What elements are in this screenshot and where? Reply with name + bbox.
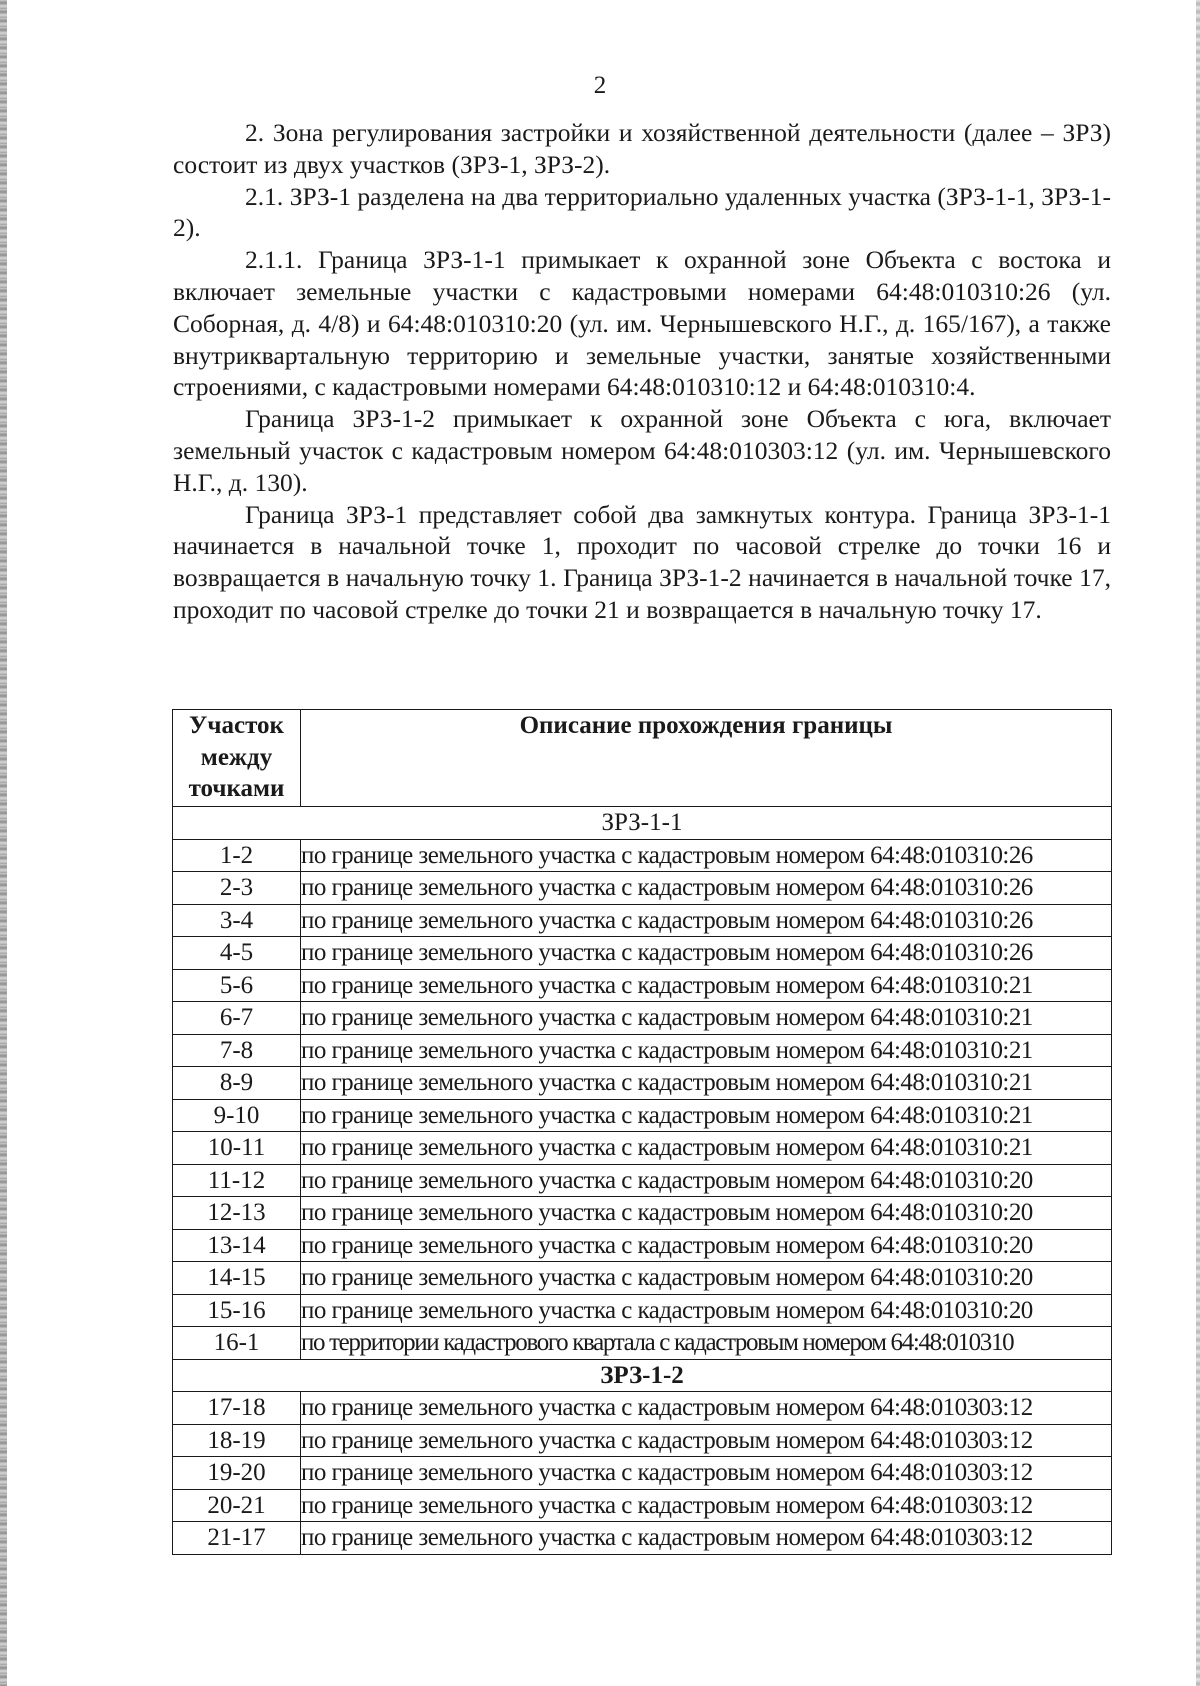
points-cell: 18-19 — [173, 1424, 301, 1457]
paragraph-zrz-1: 2.1. ЗРЗ-1 разделена на два территориально удаленных участка (ЗРЗ-1-1, ЗРЗ-1-2). — [173, 181, 1111, 243]
table-row — [173, 872, 1112, 905]
points-cell: 4-5 — [173, 937, 301, 970]
scan-edge-right — [1196, 0, 1200, 1686]
points-cell: 1-2 — [173, 839, 301, 872]
description-cell: по границе земельного участка с кадастровым номером 64:48:010303:12 — [301, 1522, 1112, 1555]
description-cell: по границе земельного участка с кадастровым номером 64:48:010303:12 — [301, 1457, 1112, 1490]
points-cell: 13-14 — [173, 1229, 301, 1262]
description-cell: по границе земельного участка с кадастровым номером 64:48:010310:21 — [301, 1132, 1112, 1165]
points-cell: 14-15 — [173, 1262, 301, 1295]
points-cell: 7-8 — [173, 1034, 301, 1067]
points-cell: 21-17 — [173, 1522, 301, 1555]
points-cell: 11-12 — [173, 1164, 301, 1197]
table-row — [173, 1392, 1112, 1425]
points-cell: 3-4 — [173, 904, 301, 937]
description-cell: по границе земельного участка с кадастровым номером 64:48:010310:20 — [301, 1197, 1112, 1230]
points-cell: 15-16 — [173, 1294, 301, 1327]
description-cell: по границе земельного участка с кадастровым номером 64:48:010303:12 — [301, 1489, 1112, 1522]
description-cell: по границе земельного участка с кадастровым номером 64:48:010310:21 — [301, 1034, 1112, 1067]
description-cell: по границе земельного участка с кадастровым номером 64:48:010310:21 — [301, 1067, 1112, 1100]
points-cell: 19-20 — [173, 1457, 301, 1490]
points-cell: 20-21 — [173, 1489, 301, 1522]
table-row — [173, 1489, 1112, 1522]
table-row — [173, 1132, 1112, 1165]
section-title: ЗРЗ-1-2 — [173, 1359, 1112, 1392]
description-cell: по границе земельного участка с кадастровым номером 64:48:010310:26 — [301, 872, 1112, 905]
table-row — [173, 1164, 1112, 1197]
points-cell: 17-18 — [173, 1392, 301, 1425]
description-cell: по границе земельного участка с кадастровым номером 64:48:010310:20 — [301, 1164, 1112, 1197]
points-cell: 5-6 — [173, 969, 301, 1002]
table-row — [173, 1099, 1112, 1132]
table-row — [173, 969, 1112, 1002]
table-row — [173, 1229, 1112, 1262]
table-section-row — [173, 807, 1112, 840]
paragraph-zrz-1-1: 2.1.1. Граница ЗРЗ-1-1 примыкает к охранной зоне Объекта с востока и включает земельные участки с кадастровыми номерами 64:48:010310:26 (ул. Соборная, д. 4/8) и 64:48:010310:20 (ул. им. Чернышевского Н.Г., д. 165/167), а также внутриквартальную территорию и земельные участки, занятые хозяйственными строениями, с кадастровыми номерами 64:48:010310:12 и 64:48:010310:4. — [173, 245, 1111, 402]
table-row — [173, 1457, 1112, 1490]
description-cell: по границе земельного участка с кадастровым номером 64:48:010310:21 — [301, 969, 1112, 1002]
boundary-table — [172, 709, 1112, 1555]
points-cell: 6-7 — [173, 1002, 301, 1035]
points-cell: 10-11 — [173, 1132, 301, 1165]
header-points-line: между — [200, 743, 273, 771]
description-cell: по территории кадастрового квартала с кадастровым номером 64:48:010310 — [301, 1327, 1112, 1360]
points-cell: 8-9 — [173, 1067, 301, 1100]
table-row — [173, 1522, 1112, 1555]
table-row — [173, 1424, 1112, 1457]
description-cell: по границе земельного участка с кадастровым номером 64:48:010303:12 — [301, 1424, 1112, 1457]
body-text — [173, 117, 1111, 626]
description-cell: по границе земельного участка с кадастровым номером 64:48:010310:20 — [301, 1262, 1112, 1295]
paragraph-zrz-1-2: Граница ЗРЗ-1-2 примыкает к охранной зоне Объекта с юга, включает земельный участок с кадастровым номером 64:48:010303:12 (ул. им. Чернышевского Н.Г., д. 130). — [173, 404, 1111, 497]
header-points-line: точками — [188, 775, 285, 802]
page-number: 2 — [593, 72, 607, 99]
description-cell: по границе земельного участка с кадастровым номером 64:48:010303:12 — [301, 1392, 1112, 1425]
description-cell: по границе земельного участка с кадастровым номером 64:48:010310:21 — [301, 1099, 1112, 1132]
table-row — [173, 1034, 1112, 1067]
table-row — [173, 839, 1112, 872]
table-header-row — [173, 710, 1112, 807]
scan-edge-left — [0, 0, 7, 1686]
table-section-row — [173, 1359, 1112, 1392]
points-cell: 12-13 — [173, 1197, 301, 1230]
paragraph-zrz: 2. Зона регулирования застройки и хозяйственной деятельности (далее – ЗРЗ) состоит из двух участков (ЗРЗ-1, ЗРЗ-2). — [173, 118, 1111, 179]
table-body — [173, 807, 1112, 1555]
header-points — [173, 710, 301, 807]
description-cell: по границе земельного участка с кадастровым номером 64:48:010310:26 — [301, 839, 1112, 872]
header-description: Описание прохождения границы — [301, 710, 1112, 807]
description-cell: по границе земельного участка с кадастровым номером 64:48:010310:21 — [301, 1002, 1112, 1035]
table-row — [173, 1294, 1112, 1327]
points-cell: 16-1 — [173, 1327, 301, 1360]
description-cell: по границе земельного участка с кадастровым номером 64:48:010310:20 — [301, 1229, 1112, 1262]
table-row — [173, 937, 1112, 970]
table-row — [173, 1327, 1112, 1360]
paragraph-contours: Граница ЗРЗ-1 представляет собой два замкнутых контура. Граница ЗРЗ-1-1 начинается в начальной точке 1, проходит по часовой стрелке до точки 16 и возвращается в начальную точку 1. Граница ЗРЗ-1-2 начинается в начальной точке 17, проходит по часовой стрелке до точки 21 и возвращается в начальную точку 17. — [173, 499, 1111, 624]
table-row — [173, 1197, 1112, 1230]
table-row — [173, 904, 1112, 937]
description-cell: по границе земельного участка с кадастровым номером 64:48:010310:26 — [301, 904, 1112, 937]
section-title: ЗРЗ-1-1 — [173, 807, 1112, 840]
points-cell: 9-10 — [173, 1099, 301, 1132]
points-cell: 2-3 — [173, 872, 301, 905]
description-cell: по границе земельного участка с кадастровым номером 64:48:010310:26 — [301, 937, 1112, 970]
table-row — [173, 1262, 1112, 1295]
description-cell: по границе земельного участка с кадастровым номером 64:48:010310:20 — [301, 1294, 1112, 1327]
table-row — [173, 1002, 1112, 1035]
table-row — [173, 1067, 1112, 1100]
header-points-line: Участок — [189, 712, 284, 739]
